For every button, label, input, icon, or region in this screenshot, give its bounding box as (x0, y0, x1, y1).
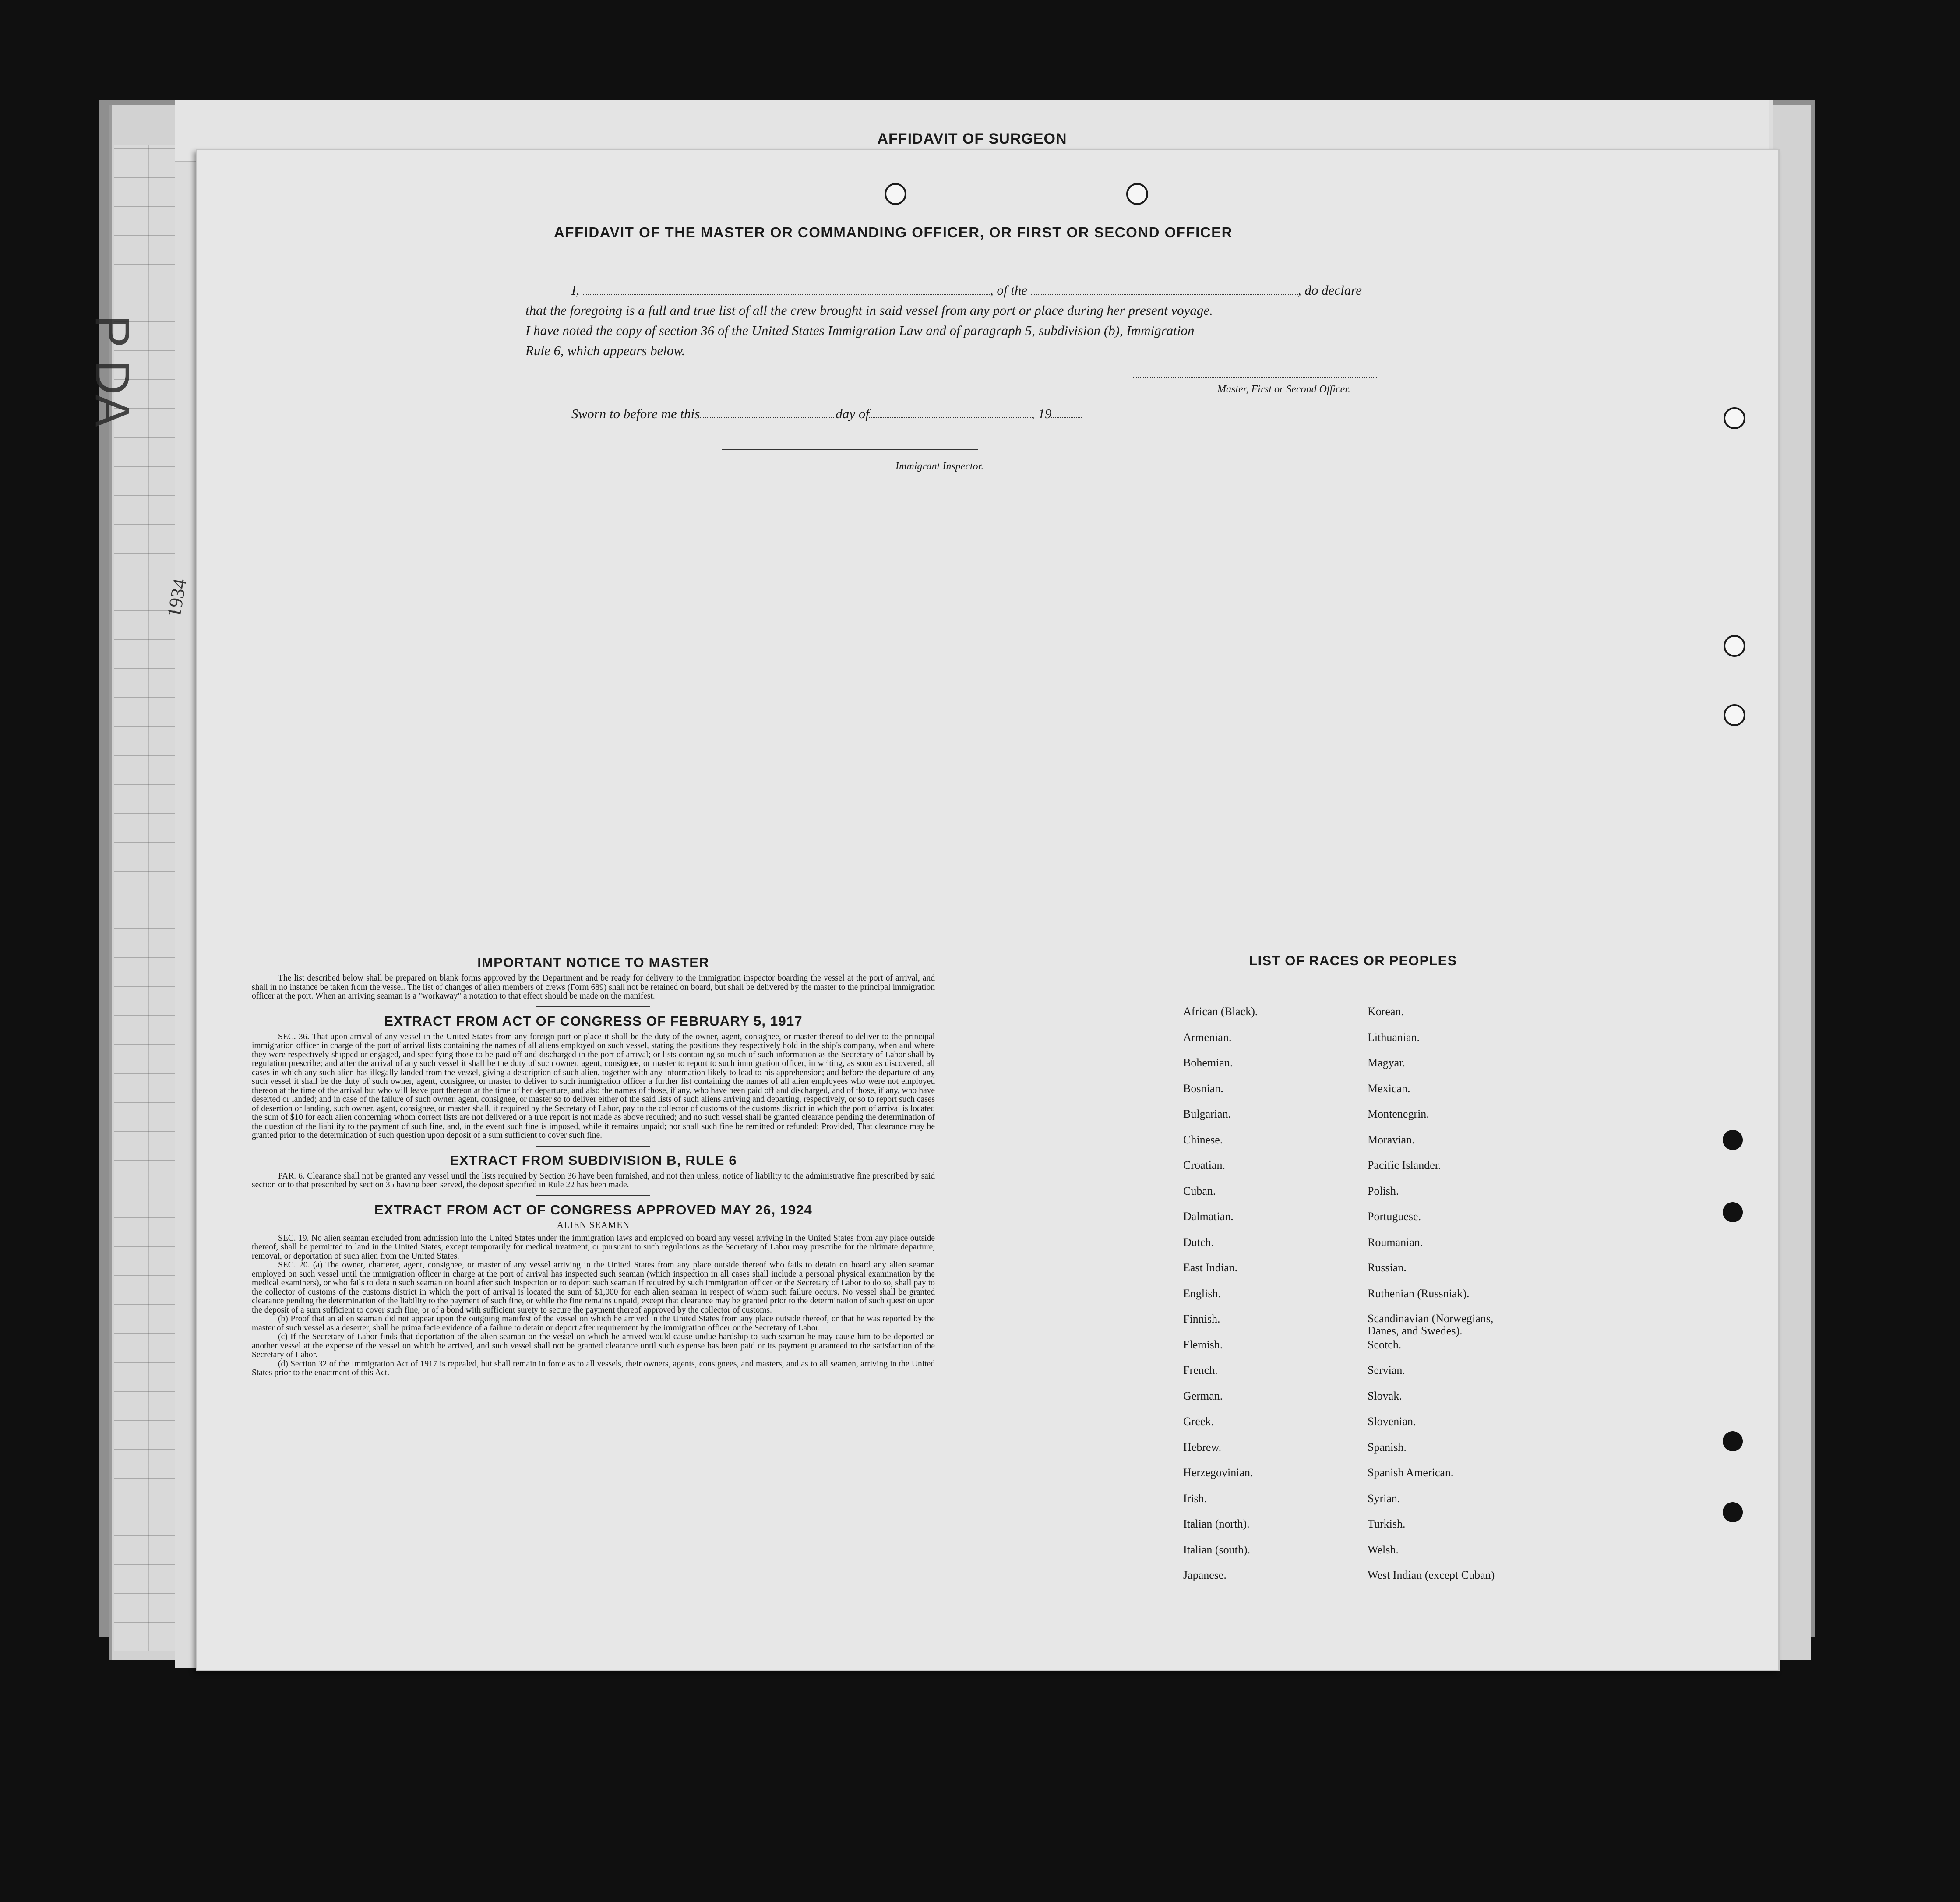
act-1924-sec20c: (c) If the Secretary of Labor finds that deportation of the alien seaman on the vessel on which he arrived would cause undue hardship to such seaman he may cause him to be deported on another vessel at the expense of the vessel on which he arrived, and such vessel shall not be granted clearance until such expense has been paid or its payment guaranteed to the satisfaction of the Secretary of Labor. (252, 1332, 935, 1359)
race-item: Italian (north). (1183, 1517, 1250, 1530)
race-item: Slovak. (1368, 1389, 1402, 1402)
important-notice-text: The list described below shall be prepared on blank forms approved by the Department and be ready for delivery to the immigration inspector boarding the vessel at the port of arrival, and shall in no instance be taken from the vessel. The list of changes of alien members of crews (Form 689) shall not be retained on board, but shall be delivered by the master to the principal immigration officer at the port. When an arriving seaman is a "workaway" a notation to that effect should be made on the manifest. (252, 974, 935, 1001)
races-right-column (1368, 1005, 1525, 1595)
race-item: Croatian. (1183, 1159, 1226, 1172)
sworn-day: day of (835, 406, 869, 421)
race-item: Armenian. (1183, 1030, 1232, 1044)
race-item: French. (1183, 1364, 1218, 1376)
declaration-declare: , do declare (1297, 282, 1362, 298)
inspector-signature-line (722, 449, 978, 450)
race-item: Pacific Islander. (1368, 1159, 1441, 1172)
race-item: Scandinavian (Norwegians, Danes, and Swedes). (1368, 1312, 1494, 1337)
race-item: West Indian (except Cuban) (1368, 1569, 1495, 1581)
race-item: Roumanian. (1368, 1235, 1423, 1249)
race-item: Ruthenian (Russniak). (1368, 1287, 1470, 1300)
race-item: Welsh. (1368, 1543, 1399, 1556)
act-1924-heading: EXTRACT FROM ACT OF CONGRESS APPROVED MAY 26, 1924 (374, 1202, 812, 1217)
alien-seamen-caption: ALIEN SEAMEN (557, 1219, 630, 1230)
declaration-i: I, (571, 282, 580, 298)
race-item: Greek. (1183, 1415, 1214, 1428)
year-blank (1051, 408, 1082, 418)
rule-6-text: PAR. 6. Clearance shall not be granted any vessel until the lists required by Section 36 have been furnished, and not then unless, notice of liability to the administrative fine prescribed by said section or to that prescribed by section 35 having been served, the deposit specified in Rule 22 has been made. (252, 1171, 935, 1189)
margin-stamp: 1934 (163, 577, 191, 619)
section-rule (536, 1195, 650, 1196)
section-rule (536, 1146, 650, 1147)
race-item: German. (1183, 1389, 1223, 1402)
sworn-line (571, 406, 1082, 422)
act-1924-sec20d: (d) Section 32 of the Immigration Act of 1917 is repealed, but shall remain in force as to all vessels, their owners, agents, consignees, and masters, and as to all seamen, arriving in the United States prior to the enactment of this Act. (252, 1359, 935, 1377)
vessel-blank (1031, 284, 1298, 295)
punch-hole-dark (1723, 1502, 1743, 1522)
race-item: Lithuanian. (1368, 1030, 1420, 1044)
punch-hole-dark (1723, 1431, 1743, 1451)
rule-6-heading: EXTRACT FROM SUBDIVISION B, RULE 6 (450, 1152, 737, 1168)
race-item: Finnish. (1183, 1313, 1220, 1325)
race-item: Japanese. (1183, 1569, 1227, 1581)
race-item: Spanish American. (1368, 1466, 1454, 1479)
section-rule (536, 1006, 650, 1007)
race-item: Bosnian. (1183, 1082, 1223, 1095)
declaration-line (525, 280, 1406, 300)
race-item: Magyar. (1368, 1056, 1405, 1069)
race-item: Korean. (1368, 1005, 1404, 1018)
races-title: LIST OF RACES OR PEOPLES (1249, 953, 1457, 968)
race-item: Polish. (1368, 1184, 1399, 1197)
punch-hole-dark (1723, 1202, 1743, 1222)
race-item: Mexican. (1368, 1082, 1410, 1095)
act-1924-sec20a: SEC. 20. (a) The owner, charterer, agent, consignee, or master of any vessel arriving in the United States from any place outside thereof who fails to detain on board any alien seaman employed on such vessel until the immigration officer in charge at the port of arrival has inspected such seaman (which inspection in all cases shall include a personal physical examination by the medical examiners), or who fails to detain such seaman on board after such inspection or to deport such seaman if required by such immigration officer or the Secretary of Labor to do so, shall pay to the collector of customs of the customs district in which the port of arrival is located the sum of $1,000 for each alien seaman in respect of whom such failure occurs. No vessel shall be granted clearance pending the determination of the liability to the payment of such fine, or while the fine remains unpaid, except that clearance may be granted prior to the determination of such question upon the deposit of a sum sufficient to cover such fine, or of a bond with sufficient surety to secure the payment thereof approved by the collector of customs. (252, 1260, 935, 1315)
race-item: Chinese. (1183, 1133, 1223, 1146)
name-blank (583, 284, 990, 295)
sworn-year: , 19 (1031, 406, 1052, 421)
punch-hole (885, 183, 906, 205)
notices-column (252, 955, 935, 1378)
race-item: Bohemian. (1183, 1056, 1233, 1069)
race-item: Flemish. (1183, 1338, 1223, 1351)
race-item: Moravian. (1368, 1133, 1415, 1146)
act-1924-sec19: SEC. 19. No alien seaman excluded from admission into the United States under the immigration laws and employed on board any vessel arriving in the United States from any place outside thereof, shall be permitted to land in the United States, except temporarily for medical treatment, or pursuant to such regulations as the Secretary of Labor may prescribe for the ultimate departure, removal, or deportation of such alien from the United States. (252, 1233, 935, 1261)
race-item: East Indian. (1183, 1261, 1238, 1274)
race-item: Montenegrin. (1368, 1108, 1429, 1120)
margin-handwriting: P DA (85, 315, 139, 427)
race-item: Herzegovinian. (1183, 1466, 1253, 1479)
race-item: Servian. (1368, 1364, 1405, 1376)
inspector-label: Immigrant Inspector. (895, 461, 984, 472)
act-1917-text: SEC. 36. That upon arrival of any vessel in the United States from any foreign port or place it shall be the duty of the owner, agent, consignee, or master thereof to deliver to the principal immigration officer in charge of the port of arrival lists containing the names of all aliens employed on such vessel, stating the positions they respectively hold in the ship's company, when and where they were respectively shipped or engaged, and specifying those to be paid off and discharged in the port of arrival; or lists containing so much of such information as the Secretary of Labor shall by regulation prescribe; and after the arrival of any such vessel it shall be the duty of such owner, agent, consignee, or master to report to such immigration officer, in writing, as soon as discovered, all cases in which any such alien has illegally landed from the vessel, giving a description of such alien, together with any information likely to lead to his apprehension; and before the departure of any such vessel it shall be the duty of such owner, agent, consignee, or master to deliver to such immigration officer a further list containing the names of all alien employees who were not employed thereon at the time of the arrival but who will leave port thereon at the time of her departure, and also the names of those, if any, who have been paid off and discharged, and of those, if any, who have deserted or landed; and in case of the failure of such owner, agent, consignee, or master so to deliver either of the said lists of such aliens arriving and departing, respectively, or so to report such cases of desertion or landing, such owner, agent, consignee, or master shall, if required by the Secretary of Labor, pay to the collector of customs of the customs district in which the port of arrival is located the sum of $10 for each alien concerning whom correct lists are not delivered or a true report is not made as above required; and no such vessel shall be granted clearance pending the determination of the question of the liability to the payment of such fine, and, in the event such fine is imposed, while it remains unpaid; nor shall such fine be remitted or refunded: Provided, That clearance may be granted prior to the determination of such question upon deposit of a sum sufficient to cover such fine. (252, 1032, 935, 1140)
surgeon-heading: AFFIDAVIT OF SURGEON (877, 131, 1067, 147)
race-item: Cuban. (1183, 1184, 1216, 1197)
race-item: Scotch. (1368, 1338, 1402, 1351)
race-item: Dalmatian. (1183, 1210, 1234, 1223)
manifest-page (196, 149, 1780, 1671)
race-item: African (Black). (1183, 1005, 1258, 1018)
declaration-line-3: I have noted the copy of section 36 of the United States Immigration Law and of paragraph 5, subdivision (b), Immigration (525, 323, 1195, 338)
act-1917-heading: EXTRACT FROM ACT OF CONGRESS OF FEBRUARY 5, 1917 (384, 1013, 803, 1029)
race-item: Dutch. (1183, 1235, 1214, 1249)
punch-hole (1724, 407, 1745, 429)
important-notice-heading: IMPORTANT NOTICE TO MASTER (477, 955, 709, 970)
affidavit-body (525, 280, 1406, 361)
races-left-column (1183, 1005, 1258, 1595)
punch-hole (1724, 635, 1745, 657)
race-item: Irish. (1183, 1492, 1207, 1505)
race-item: English. (1183, 1287, 1221, 1300)
punch-hole (1724, 704, 1745, 726)
sworn-prefix: Sworn to before me this (571, 406, 700, 421)
day-blank (700, 408, 835, 418)
master-signature-label: Master, First or Second Officer. (1217, 384, 1350, 395)
declaration-line-4: Rule 6, which appears below. (525, 343, 685, 358)
declaration-line-2: that the foregoing is a full and true list of all the crew brought in said vessel from any port or place during her present voyage. (525, 303, 1213, 318)
race-item: Russian. (1368, 1261, 1407, 1274)
punch-hole (1126, 183, 1148, 205)
punch-hole-dark (1723, 1130, 1743, 1150)
master-signature-line (1133, 377, 1378, 378)
race-item: Portuguese. (1368, 1210, 1421, 1223)
race-item: Bulgarian. (1183, 1108, 1231, 1120)
race-item: Hebrew. (1183, 1440, 1222, 1454)
race-item: Syrian. (1368, 1492, 1400, 1505)
race-item: Spanish. (1368, 1440, 1407, 1454)
race-item: Italian (south). (1183, 1543, 1251, 1556)
act-1924-sec20b: (b) Proof that an alien seaman did not appear upon the outgoing manifest of the vessel on which he arrived in the United States from any place outside thereof, or that he was reported by the master of such vessel as a deserter, shall be prima facie evidence of a failure to detain or deport after requirement by the immigration officer or the Secretary of Labor. (252, 1314, 935, 1333)
bleed-through-text (438, 193, 1533, 228)
race-item: Turkish. (1368, 1517, 1406, 1530)
race-item: Slovenian. (1368, 1415, 1416, 1428)
month-blank (869, 408, 1031, 418)
affidavit-title: AFFIDAVIT OF THE MASTER OR COMMANDING OFFICER, OR FIRST OR SECOND OFFICER (554, 224, 1233, 240)
declaration-of-the: , of the (990, 282, 1028, 298)
